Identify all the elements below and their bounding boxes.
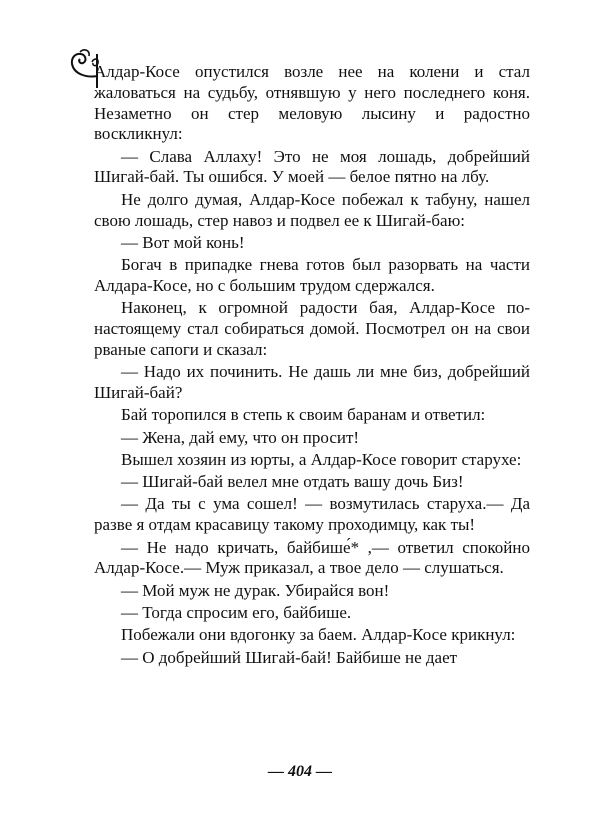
paragraph: — Да ты с ума сошел! — возмутилась старуха.— Да разве я отдам красавицу такому проходимцу, как ты! xyxy=(94,494,530,535)
paragraph: Не долго думая, Алдар-Косе побежал к табуну, нашел свою лошадь, стер навоз и подвел ее к Шигай-баю: xyxy=(94,189,530,230)
paragraph: Побежали они вдогонку за баем. Алдар-Косе крикнул: xyxy=(121,625,516,645)
page-number: — 404 — xyxy=(268,763,332,780)
paragraph: Вышел хозяин из юрты, а Алдар-Косе говорит старухе: xyxy=(121,449,522,469)
paragraph: Наконец, к огромной радости бая, Алдар-Косе по-настоящему стал собираться домой. Посмотрел он на свои рваные сапоги и сказал: xyxy=(94,298,530,359)
paragraph: — Шигай-бай велел мне отдать вашу дочь Биз! xyxy=(121,472,464,492)
page-body-text xyxy=(94,62,530,668)
paragraph: — Не надо кричать, байбише́* ,— ответил спокойно Алдар-Косе.— Муж приказал, а твое дело — слушаться. xyxy=(94,537,530,578)
paragraph: Алдар-Косе опустился возле нее на колени и стал жаловаться на судьбу, отнявшую у него последнего коня. Незаметно он стер меловую лысину и радостно воскликнул: xyxy=(94,62,530,144)
paragraph: Бай торопился в степь к своим баранам и ответил: xyxy=(121,405,486,425)
paragraph: — О добрейший Шигай-бай! Байбише не дает xyxy=(121,647,458,667)
paragraph: — Слава Аллаху! Это не моя лошадь, добрейший Шигай-бай. Ты ошибся. У моей — белое пятно на лбу. xyxy=(94,146,530,187)
paragraph: — Мой муж не дурак. Убирайся вон! xyxy=(121,580,390,600)
paragraph: — Вот мой конь! xyxy=(121,232,245,252)
paragraph: — Тогда спросим его, байбише. xyxy=(121,602,352,622)
paragraph: Богач в припадке гнева готов был разорвать на части Алдара-Косе, но с большим трудом сдержался. xyxy=(94,255,530,295)
paragraph: — Надо их починить. Не дашь ли мне биз, добрейший Шигай-бай? xyxy=(94,362,530,402)
paragraph: — Жена, дай ему, что он просит! xyxy=(121,427,360,447)
